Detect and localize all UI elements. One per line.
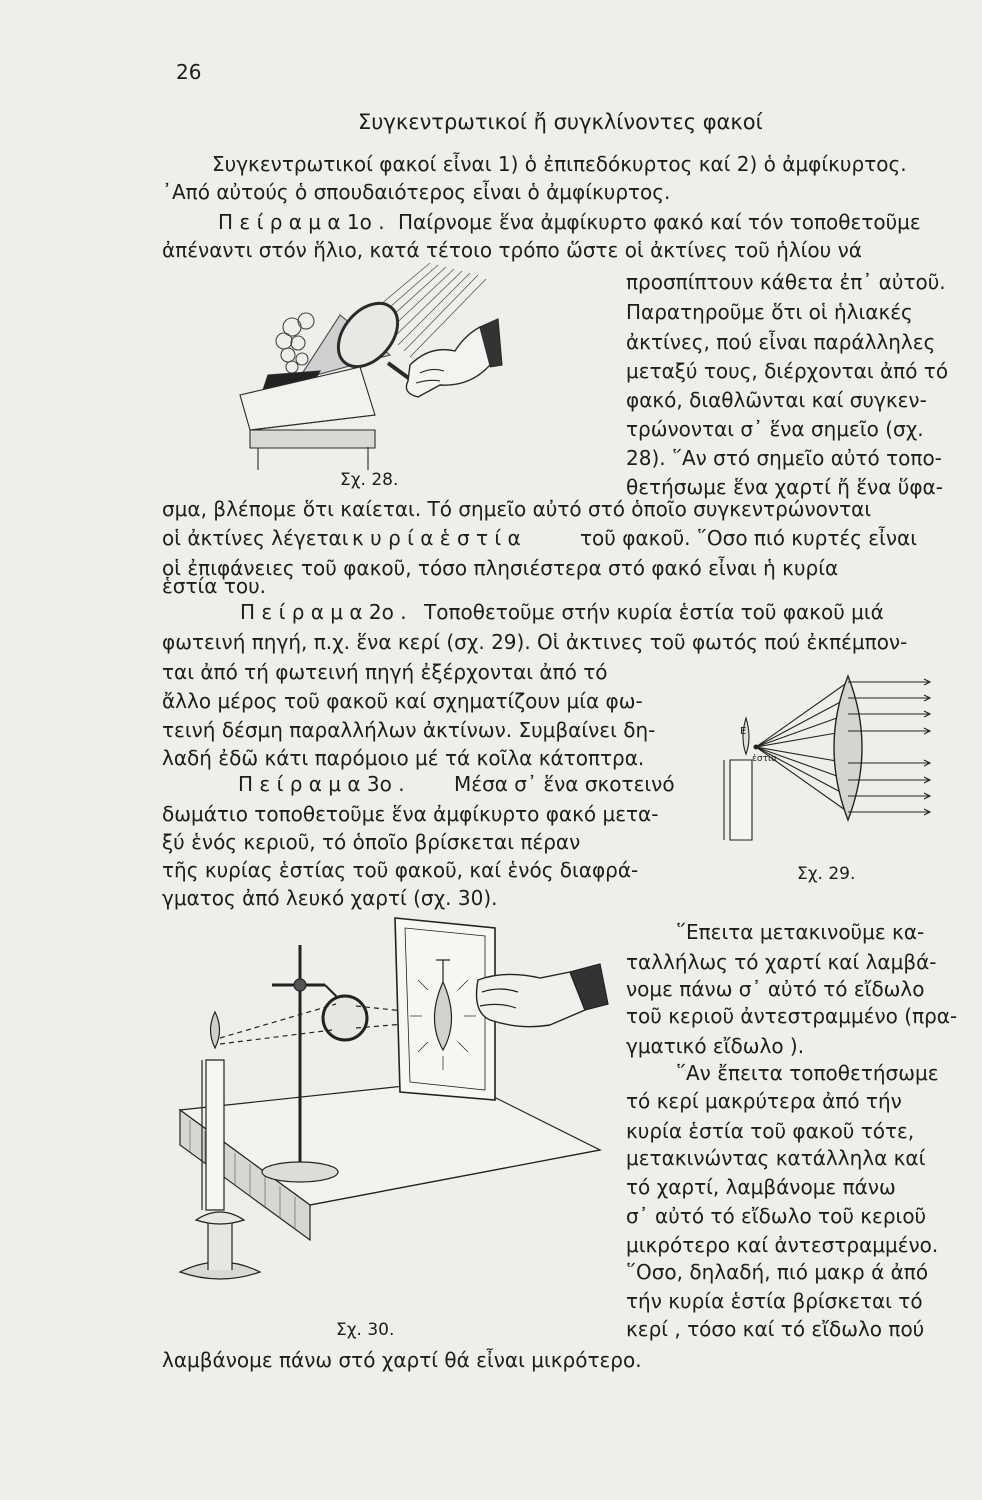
experiment3-line: ῞Οσο, δηλαδή, πιό μακρ ά ἀπό	[626, 1260, 929, 1284]
experiment1-line: τρώνονται σ᾽ ἕνα σημεῖο (σχ.	[626, 417, 924, 441]
experiment1-line: 28). ῞Αν στό σημεῖο αὐτό τοπο-	[626, 446, 942, 470]
experiment1-line: σμα, βλέπομε ὅτι καίεται. Τό σημεῖο αὐτό στό ὁποῖο συγκεντρώνονται	[162, 497, 872, 521]
experiment1-label: Π ε ί ρ α μ α 1ο .	[218, 210, 385, 234]
focus-term: κ υ ρ ί α ἑ σ τ ί α	[352, 526, 521, 550]
experiment1-line: Παίρνομε ἕνα ἀμφίκυρτο φακό καί τόν τοποθετοῦμε	[398, 210, 921, 234]
experiment2-line: ται ἀπό τή φωτεινή πηγή ἐξέρχονται ἀπό τό	[162, 660, 608, 684]
figure-29-label-e: Ε	[740, 726, 747, 737]
experiment1-line: οἱ ἀκτίνες λέγεται	[162, 526, 349, 550]
experiment3-line: ξύ ἑνός κεριοῦ, τό ὁποῖο βρίσκεται πέραν	[162, 830, 581, 854]
figure-30-caption: Σχ. 30.	[336, 1320, 395, 1340]
experiment3-line: ῞Επειτα μετακινοῦμε κα-	[676, 920, 925, 944]
experiment3-line: γματος ἀπό λευκό χαρτί (σχ. 30).	[162, 886, 498, 910]
figure-29-label-focus: ἑστία	[752, 754, 777, 764]
experiment2-label: Π ε ί ρ α μ α 2ο .	[240, 600, 407, 624]
experiment1-line: ἑστία του.	[162, 574, 267, 598]
experiment3-line: μετακινώντας κατάλληλα καί	[626, 1146, 926, 1170]
experiment3-line: δωμάτιο τοποθετοῦμε ἕνα ἀμφίκυρτο φακό μετα-	[162, 802, 659, 826]
experiment2-line: λαδή ἐδῶ κάτι παρόμοιο μέ τά κοῖλα κάτοπτρα.	[162, 746, 645, 770]
experiment3-line: τήν κυρία ἑστία βρίσκεται τό	[626, 1289, 923, 1313]
experiment2-line: ἄλλο μέρος τοῦ φακοῦ καί σχηματίζουν μία φω-	[162, 689, 643, 713]
experiment1-line: προσπίπτουν κάθετα ἐπ᾽ αὐτοῦ.	[626, 270, 946, 294]
experiment3-line: τῆς κυρίας ἑστίας τοῦ φακοῦ, καί ἑνός διαφρά-	[162, 858, 639, 882]
experiment1-line: μεταξύ τους, διέρχονται ἀπό τό	[626, 359, 949, 383]
experiment3-line: μικρότερο καί ἀντεστραμμένο.	[626, 1233, 939, 1257]
experiment3-line: κερί , τόσο καί τό εἴδωλο πού	[626, 1317, 925, 1341]
experiment1-line: θετήσωμε ἕνα χαρτί ἤ ἕνα ὕφα-	[626, 475, 943, 499]
figure-29-illustration	[712, 668, 962, 848]
page-number: 26	[176, 60, 202, 84]
experiment1-line: ἀκτίνες, πού εἶναι παράλληλες	[626, 330, 936, 354]
experiment3-line: ῞Αν ἔπειτα τοποθετήσωμε	[676, 1061, 939, 1085]
experiment3-line: Μέσα σ᾽ ἕνα σκοτεινό	[454, 772, 675, 796]
figure-30-illustration	[160, 920, 620, 1320]
experiment3-line: λαμβάνομε πάνω στό χαρτί θά εἶναι μικρότερο.	[162, 1348, 642, 1372]
experiment3-line: ταλλήλως τό χαρτί καί λαμβά-	[626, 950, 937, 974]
experiment3-line: γματικό εἴδωλο ).	[626, 1034, 805, 1058]
experiment3-line: σ᾽ αὐτό τό εἴδωλο τοῦ κεριοῦ	[626, 1204, 927, 1228]
experiment3-line: τό κερί μακρύτερα ἀπό τήν	[626, 1089, 902, 1113]
experiment3-label: Π ε ί ρ α μ α 3ο .	[238, 772, 405, 796]
figure-28-caption: Σχ. 28.	[340, 470, 399, 490]
experiment1-line: οἱ ἐπιφάνειες τοῦ φακοῦ, τόσο πλησιέστερα στό φακό εἶναι ἡ κυρία	[162, 556, 839, 580]
experiment3-line: νομε πάνω σ᾽ αὐτό τό εἴδωλο	[626, 977, 925, 1001]
experiment1-line: ἀπέναντι στόν ἥλιο, κατά τέτοιο τρόπο ὥστε οἱ ἀκτίνες τοῦ ἡλίου νά	[162, 238, 862, 262]
experiment2-line: Τοποθετοῦμε στήν κυρία ἑστία τοῦ φακοῦ μιά	[424, 600, 884, 624]
experiment1-line: Παρατηροῦμε ὅτι οἱ ἡλιακές	[626, 300, 913, 324]
figure-28-illustration	[240, 255, 620, 470]
experiment1-line: φακό, διαθλῶνται καί συγκεν-	[626, 388, 927, 412]
experiment2-line: τεινή δέσμη παραλλήλων ἀκτίνων. Συμβαίνει δη-	[162, 718, 656, 742]
experiment2-line: φωτεινή πηγή, π.χ. ἕνα κερί (σχ. 29). Οἱ ἀκτινες τοῦ φωτός πού ἐκπέμπον-	[162, 630, 908, 654]
experiment1-line: τοῦ φακοῦ. ῞Οσο πιό κυρτές εἶναι	[580, 526, 918, 550]
figure-29-caption: Σχ. 29.	[797, 864, 856, 884]
intro-line-1: Συγκεντρωτικοί φακοί εἶναι 1) ὁ ἐπιπεδόκυρτος καί 2) ὁ ἀμφίκυρτος.	[212, 152, 907, 176]
intro-line-2: ᾽Από αὐτούς ὁ σπουδαιότερος εἶναι ὁ ἀμφίκυρτος.	[162, 180, 671, 204]
experiment3-line: τοῦ κεριοῦ ἀντεστραμμένο (πρα-	[626, 1004, 958, 1028]
section-heading: Συγκεντρωτικοί ἤ συγκλίνοντες φακοί	[358, 110, 763, 134]
experiment3-line: τό χαρτί, λαμβάνομε πάνω	[626, 1175, 896, 1199]
experiment3-line: κυρία ἑστία τοῦ φακοῦ τότε,	[626, 1119, 915, 1143]
